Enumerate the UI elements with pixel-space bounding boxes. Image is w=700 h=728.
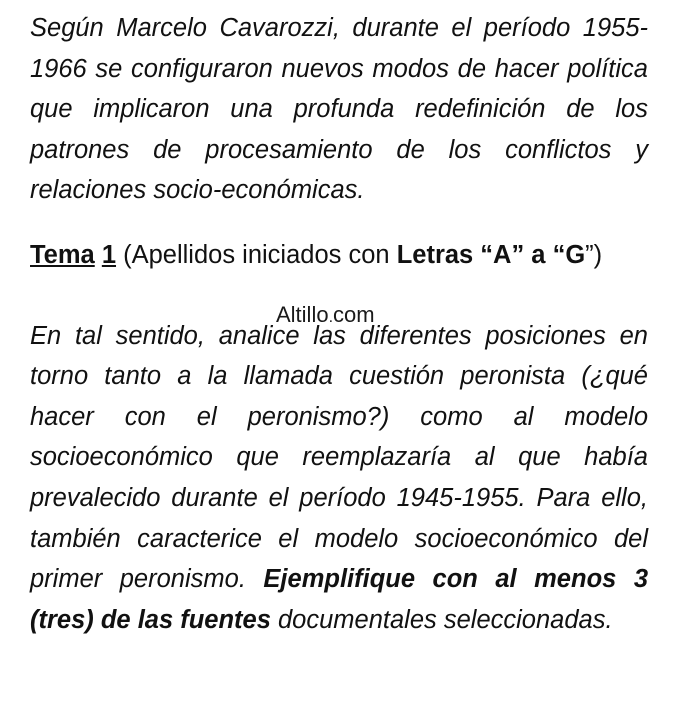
instructions-text: En tal sentido, analice las diferentes posiciones en torno tanto a la llamada cuestión peronista (¿qué hacer con el peronismo?) como al modelo socioeconómico que reemplazaría al que había prevalecido durante el período 1945-1955. Para ello, también caracterice el modelo socioeconómico del primer peronismo. bbox=[30, 321, 648, 594]
tema-label: Tema bbox=[30, 240, 95, 269]
watermark-dot: . bbox=[328, 309, 334, 326]
instructions-emphasis: Ejemplifique con al menos 3 (tres) de las fuentes bbox=[30, 565, 649, 634]
tema-letters: Letras “A” a “G bbox=[396, 240, 586, 269]
tema-heading bbox=[30, 235, 648, 276]
watermark bbox=[276, 302, 375, 328]
intro-paragraph: Según Marcelo Cavarozzi, durante el período 1955-1966 se configuraron nuevos modos de hacer política que implicaron una profunda redefinición de los patrones de procesamiento de los conflictos y relaciones socio-económicas. bbox=[30, 14, 648, 205]
instructions-tail: documentales seleccionadas. bbox=[278, 605, 613, 634]
spacer bbox=[30, 211, 648, 235]
tema-paren-close: ”) bbox=[585, 240, 603, 269]
tema-block bbox=[30, 235, 648, 276]
tema-paren-open: (Apellidos iniciados con bbox=[123, 240, 390, 269]
watermark-text-b: com bbox=[333, 302, 375, 327]
tema-number: 1 bbox=[101, 240, 117, 269]
watermark-text-a: Altillo bbox=[276, 302, 329, 327]
instructions-paragraph bbox=[30, 316, 648, 641]
